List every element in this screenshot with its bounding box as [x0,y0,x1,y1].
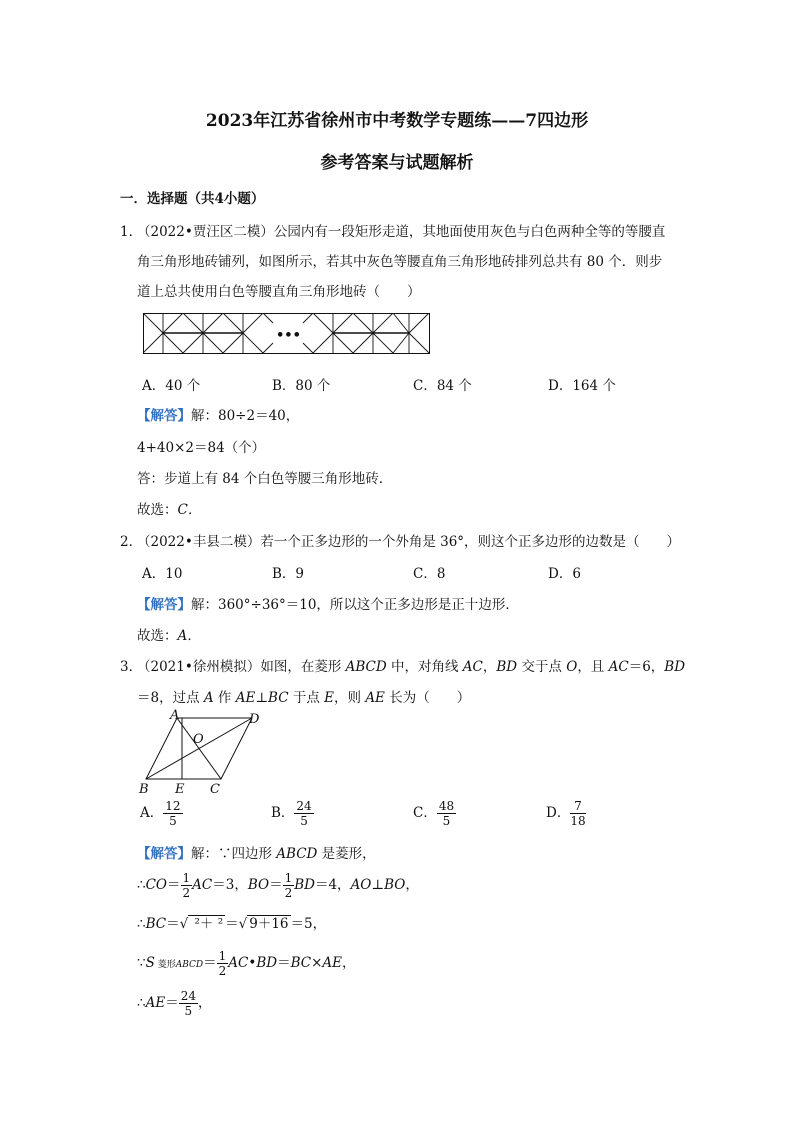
label-a: A [170,708,180,723]
q2-number: 2． [120,534,143,550]
q1-answer-text1: 解：80÷2＝40， [191,408,300,424]
section-heading: 一．选择题（共4小题） [120,191,265,207]
answer-tag: 【解答】 [137,408,191,424]
label-o: O [193,732,204,747]
q2-option-b: B．9 [272,566,305,582]
q1-stem-line1: （2022•贾汪区二模）公园内有一段矩形走道，其地面使用灰色与白色两种全等的等腰直 [137,224,666,240]
q3-solution-step4: ∵S 菱形ABCD＝ $\frac{1}{2}$ AC•BD＝BC×AE， [137,949,356,978]
q1-choice [137,498,201,518]
q1-option-c: C．84 个 [413,378,472,394]
q2-answer-line1 [137,593,519,613]
q3-rhombus-figure [135,708,265,798]
choice-letter: C． [177,502,202,518]
q2-option-a: A．10 [142,566,183,582]
q1-answer-line1 [137,404,299,424]
label-b: B [139,782,149,797]
q3-stem-line2: ＝8，过点 A 作 AE⊥BC 于点 E，则 AE 长为（ ） [137,690,471,706]
q3-option-b: B． $\frac{24}{5}$ [271,799,312,828]
q1-number: 1． [120,224,143,240]
label-e: E [175,782,185,797]
q3-solution-step3: ∴BC＝√ ²＋ ² ＝√ 9＋16 ＝5， [137,916,327,932]
choice-prefix: 故选： [137,628,178,644]
label-d: D [249,712,260,727]
q3-solution-step2: ∴CO＝ $\frac{1}{2}$ AC＝3，BO＝ $\frac{1}{2}$ BD＝4，AO⊥BO， [137,871,419,900]
q3-number: 3． [120,659,143,675]
rhombus-lines [146,718,252,779]
q3-option-a: A． $\frac{12}{5}$ [140,799,181,828]
q3-option-d: D． $\frac{7}{18}$ [546,799,586,828]
q3-solution-step5: ∴AE＝ $\frac{24}{5}$ ， [137,989,212,1018]
page-title: 2023年江苏省徐州市中考数学专题练——7四边形 [205,111,589,131]
q1-option-d: D．164 个 [548,378,616,394]
q2-stem-line1: （2022•丰县二模）若一个正多边形的一个外角是 36°，则这个正多边形的边数是（ ） [137,534,681,550]
label-c: C [210,782,220,797]
q1-answer-line3: 答：步道上有 84 个白色等腰三角形地砖． [137,471,393,487]
q3-answer-line1: 【解答】解：∵四边形 ABCD 是菱形， [137,846,376,862]
answer-tag: 【解答】 [137,597,191,613]
page-subtitle: 参考答案与试题解析 [320,153,474,173]
q2-answer-text1: 解：360°÷36°＝10，所以这个正多边形是正十边形． [191,597,519,613]
q2-option-c: C．8 [413,566,446,582]
q1-answer-line2: 4+40×2＝84（个） [137,440,266,456]
q2-option-d: D．6 [548,566,581,582]
q3-option-c: C． $\frac{48}{5}$ [413,799,455,828]
q1-stem-line2: 角三角形地砖铺列，如图所示，若其中灰色等腰直角三角形地砖排列总共有 80 个．则步 [137,254,663,270]
q1-stem-line3: 道上总共使用白色等腰直角三角形地砖（ ） [137,284,421,300]
ellipsis-label: ••• [276,328,301,343]
answer-tag: 【解答】 [137,846,191,862]
choice-letter: A． [177,628,201,644]
q1-option-a: A．40 个 [142,378,201,394]
q1-option-b: B．80 个 [272,378,331,394]
q2-choice [137,624,201,644]
q1-tile-figure [143,313,431,355]
choice-prefix: 故选： [137,502,178,518]
q3-stem-line1: （2021•徐州模拟）如图，在菱形 ABCD 中，对角线 AC，BD 交于点 O，且 AC＝6，BD [137,659,686,675]
